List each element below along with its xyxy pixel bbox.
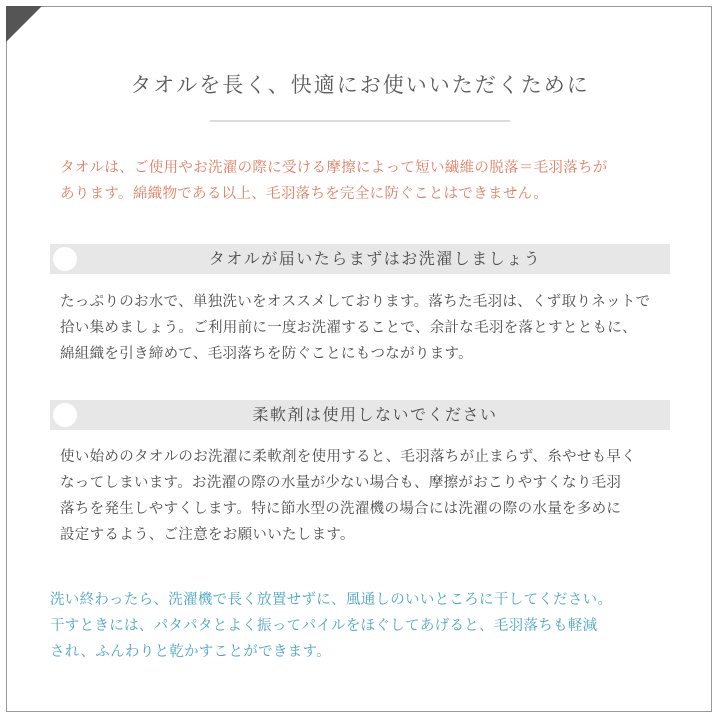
- section-line: 設定するよう、ご注意をお願いいたします。: [60, 527, 355, 543]
- section-line: 落ちを発生しやすくします。特に節水型の洗濯機の場合には洗濯の際の水量を多めに: [60, 501, 622, 517]
- title-divider: [210, 120, 510, 122]
- section-line: 綿組織を引き締めて、毛羽落ちを防ぐことにもつながります。: [60, 346, 473, 362]
- section-line: 拾い集めましょう。ご利用前に一度お洗濯することで、余計な毛羽を落とすとともに、: [60, 320, 637, 336]
- section-line: なってしまいます。お洗濯の際の水量が少ない場合も、摩擦がおこりやすくなり毛羽: [60, 475, 622, 491]
- section-heading-label: 柔軟剤は使用しないでください: [252, 405, 498, 424]
- section-heading-bar-no-softener: [50, 400, 670, 430]
- intro-paragraph: [60, 155, 680, 207]
- page-title: タオルを長く、快適にお使いいただくために: [130, 73, 590, 97]
- outro-paragraph: [50, 587, 680, 665]
- circle-bullet-icon: [53, 403, 77, 427]
- section-heading-label: タオルが届いたらまずはお洗濯しましょう: [208, 249, 542, 268]
- outro-line: 洗い終わったら、洗濯機で長く放置せずに、風通しのいいところに干してください。: [50, 592, 613, 608]
- outro-line: 干すときには、パタパタとよく振ってパイルをほぐしてあげると、毛羽落ちも軽減: [50, 618, 598, 634]
- section-heading-bar-wash-first: [50, 244, 670, 274]
- section-paragraph-no-softener: [60, 444, 680, 548]
- intro-line: タオルは、ご使用やお洗濯の際に受ける摩擦によって短い繊維の脱落＝毛羽落ちが: [60, 160, 608, 176]
- circle-bullet-icon: [53, 247, 77, 271]
- section-paragraph-wash-first: [60, 289, 680, 367]
- outro-line: され、ふんわりと乾かすことができます。: [50, 644, 331, 660]
- corner-triangle-decoration: [6, 6, 42, 42]
- section-line: 使い始めのタオルのお洗濯に柔軟剤を使用すると、毛羽落ちが止まらず、糸やせも早く: [60, 449, 637, 465]
- section-line: たっぷりのお水で、単独洗いをオススメしております。落ちた毛羽は、くず取りネットで: [60, 294, 651, 310]
- intro-line: あります。綿織物である以上、毛羽落ちを完全に防ぐことはできません。: [60, 186, 549, 202]
